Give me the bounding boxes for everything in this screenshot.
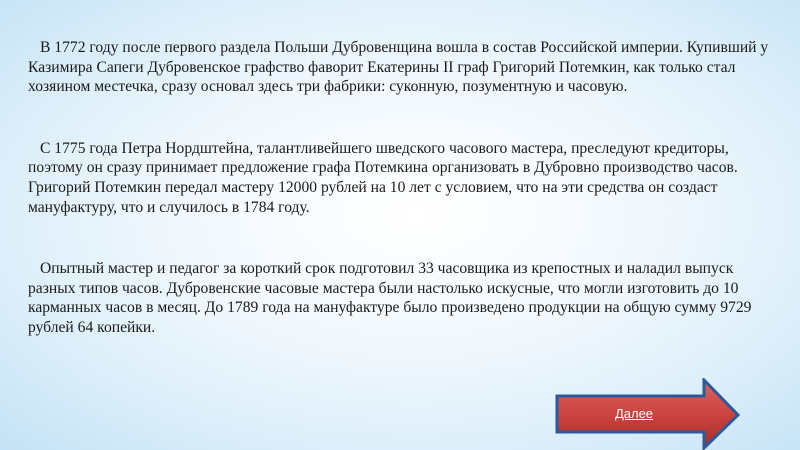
next-button-label: Далее	[614, 406, 654, 421]
paragraph-2: С 1775 года Петра Нордштейна, талантливейшего шведского часового мастера, преследуют кредиторы, поэтому он сразу принимает предложение графа Потемкина организовать в Дубровно производство часов. Григорий Потемкин передал мастеру 12000 рублей на 10 лет с условием, что на эти средства он создаст мануфактуру, что и случилось в 1784 году.	[28, 139, 738, 216]
paragraph-3: Опытный мастер и педагог за короткий срок подготовил 33 часовщика из крепостных и наладил выпуск разных типов часов. Дубровенские часовые мастера были настолько искусные, что могли изготовить до 10 карманных часов в месяц. До 1789 года на мануфактуре было произведено продукции на общую сумму 9729 рублей 64 копейки.	[28, 260, 752, 336]
paragraph-1: В 1772 году после первого раздела Польши Дубровенщина вошла в состав Российской империи. Купивший у Казимира Сапеги Дубровенское графство фаворит Екатерины II граф Григорий Потемкин, как только стал хозяином местечка, сразу основал здесь три фабрики: суконную, позументную и часовую.	[28, 39, 769, 96]
next-button[interactable]	[554, 378, 740, 450]
slide-text	[28, 38, 776, 338]
